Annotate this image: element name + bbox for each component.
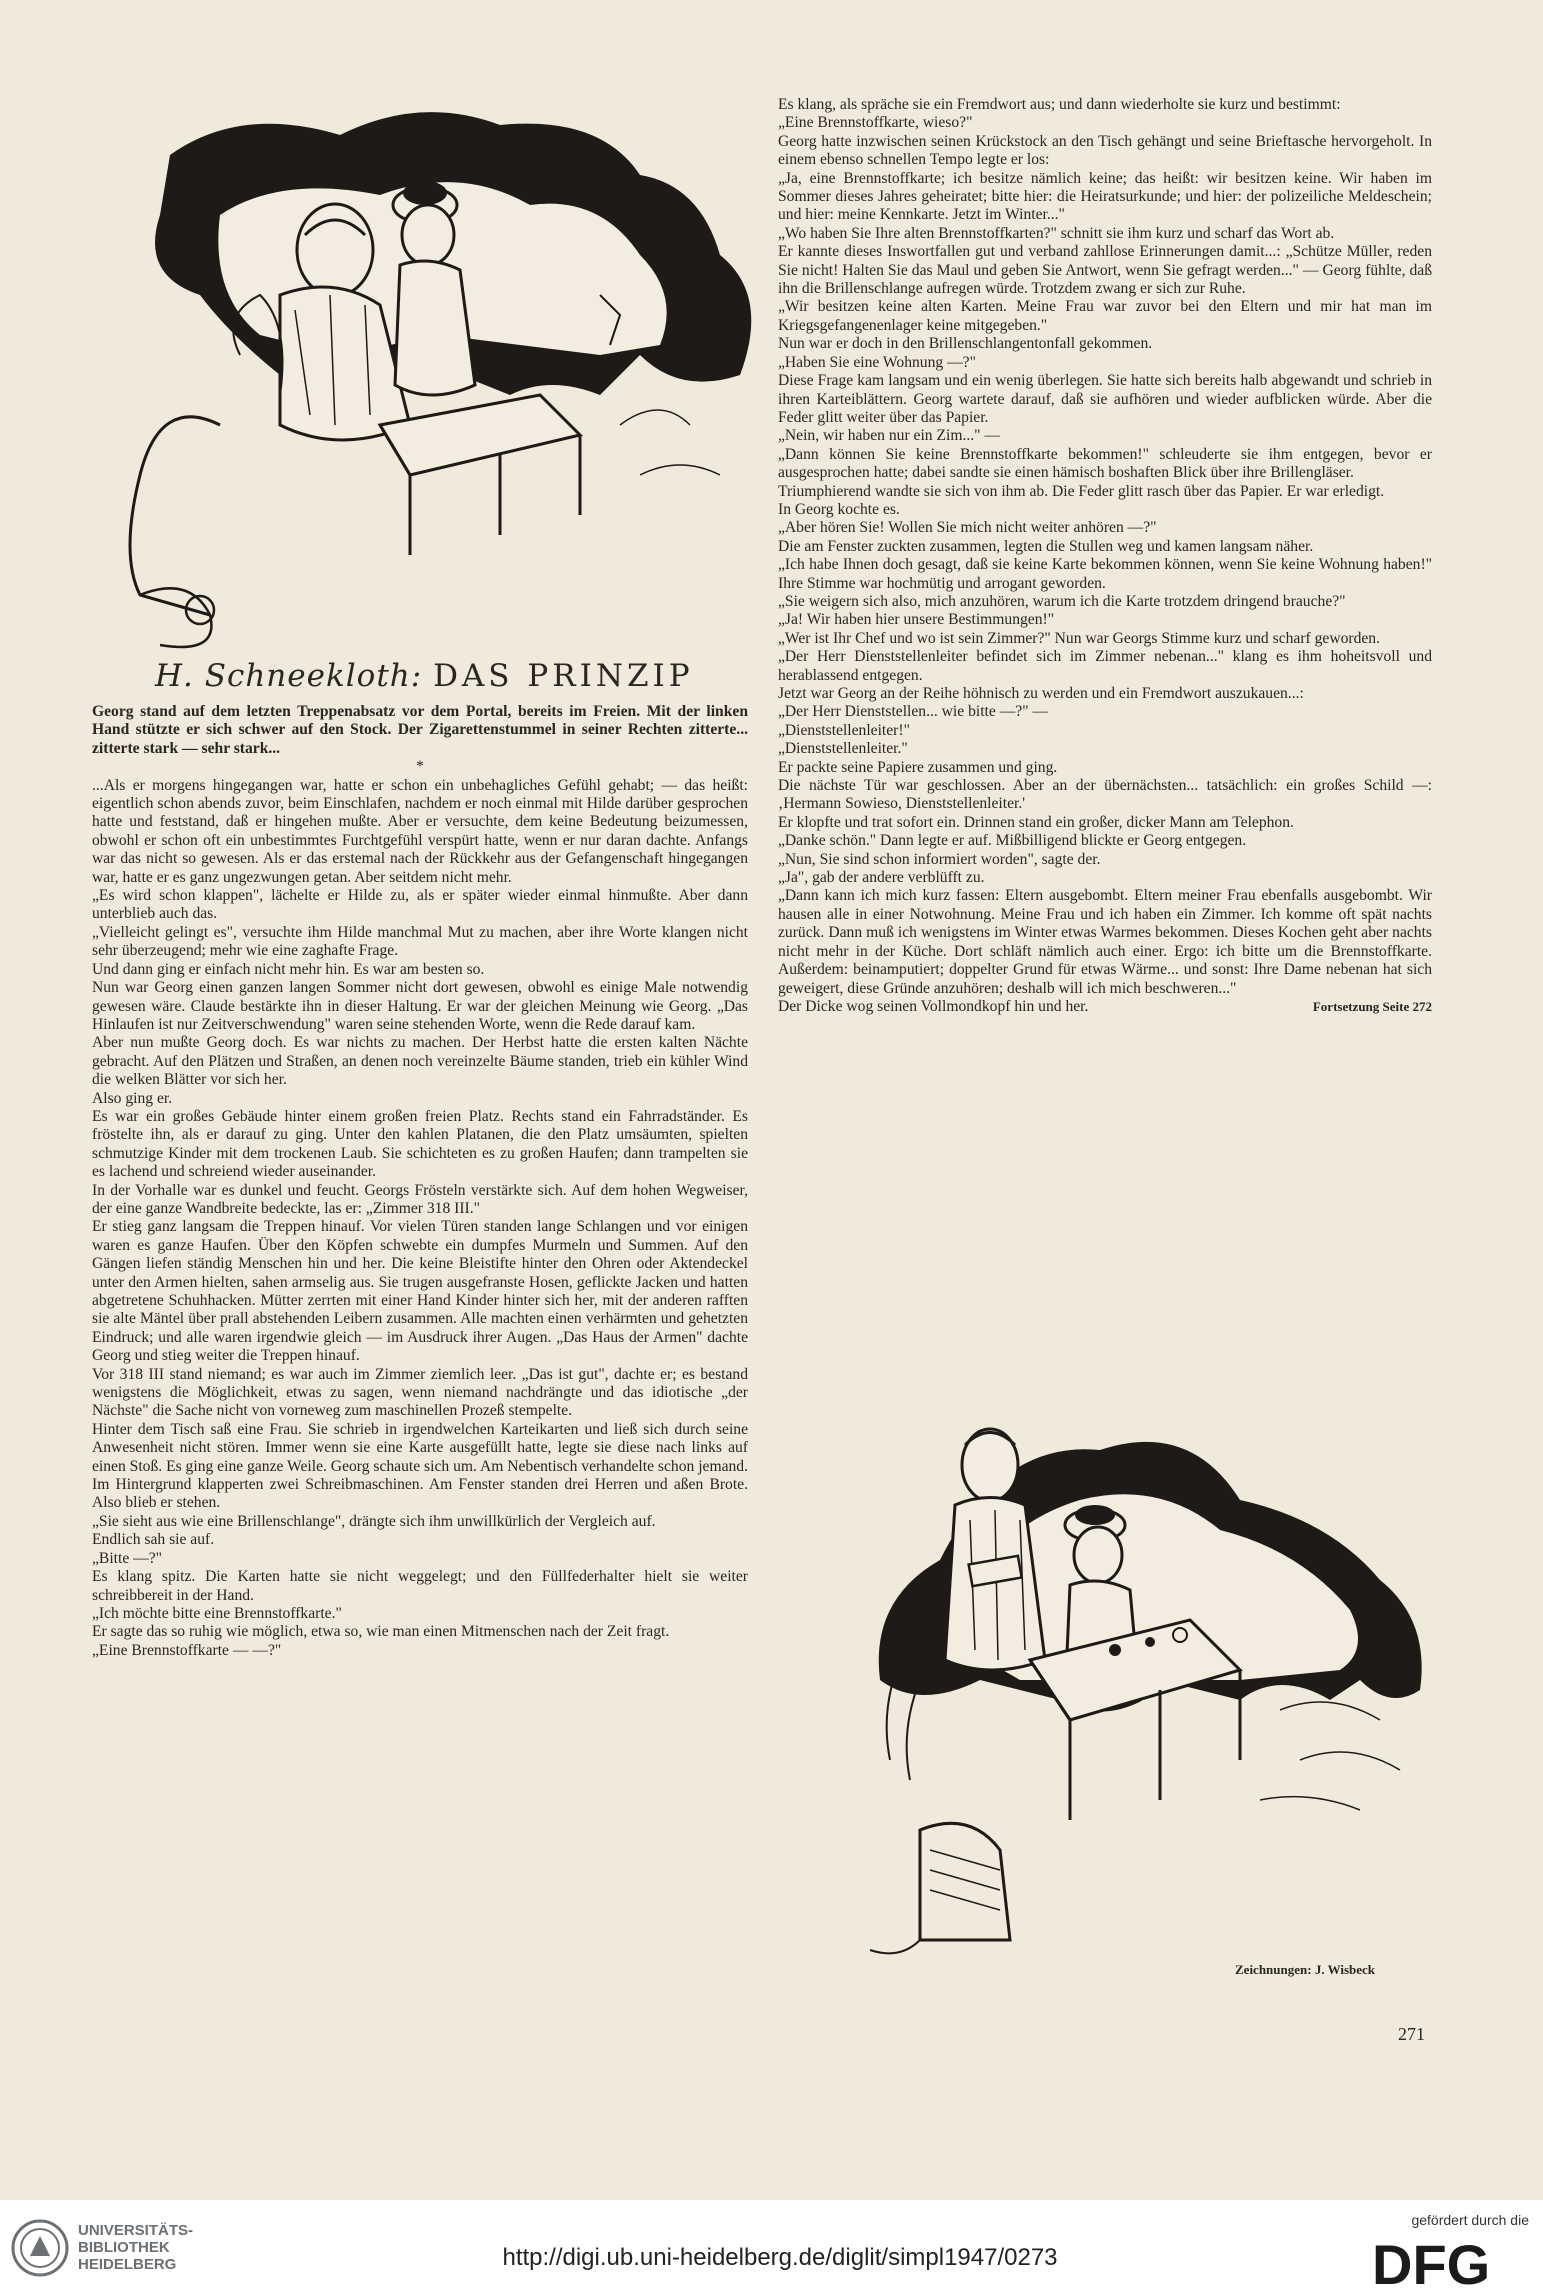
paragraph: Nun war er doch in den Brillenschlangentonfall gekommen. bbox=[778, 335, 1153, 353]
library-name-line: BIBLIOTHEK bbox=[78, 2239, 170, 2256]
paragraph: „Vielleicht gelingt es", versuchte ihm Hilde manchmal Mut zu machen, aber ihre Worte klangen nicht sehr überzeugend; mehr wie eine zaghafte Frage. bbox=[92, 923, 748, 960]
paragraph: „Nein, wir haben nur ein Zim..." — bbox=[778, 427, 1001, 445]
paragraph: „Ich möchte bitte eine Brennstoffkarte." bbox=[92, 1604, 342, 1622]
dfg-logo-icon bbox=[1372, 2238, 1532, 2290]
paragraph: „Sie weigern sich also, mich anzuhören, warum ich die Karte trotzdem dringend brauche?" bbox=[778, 592, 1346, 610]
dfg-logo-text: DFG bbox=[1372, 2238, 1491, 2290]
paragraph: „Haben Sie eine Wohnung —?" bbox=[778, 353, 976, 371]
paragraph: „Der Herr Dienststellen... wie bitte —?" — bbox=[778, 703, 1049, 721]
paragraph: Also ging er. bbox=[92, 1089, 173, 1107]
illustration-office-scene-bottom bbox=[860, 1380, 1450, 1980]
paragraph: „Wer ist Ihr Chef und wo ist sein Zimmer?" Nun war Georgs Stimme kurz und scharf geworden. bbox=[778, 629, 1381, 647]
right-text-column bbox=[778, 96, 1432, 1016]
source-url-link[interactable]: http://digi.ub.uni-heidelberg.de/diglit/simpl1947/0273 bbox=[502, 2244, 1058, 2271]
paragraph: „Dienststellenleiter!" bbox=[778, 721, 910, 739]
paragraph: „Ja", gab der andere verblüfft zu. bbox=[778, 869, 985, 887]
illustration-credit: Zeichnungen: J. Wisbeck bbox=[1235, 1962, 1376, 1977]
paragraph: „Aber hören Sie! Wollen Sie mich nicht weiter anhören —?" bbox=[778, 519, 1157, 537]
paragraph: „Eine Brennstoffkarte — —?" bbox=[92, 1641, 282, 1659]
paragraph: Georg hatte inzwischen seinen Krückstock an den Tisch gehängt und seine Brieftasche hervorgeholt. In einem ebenso schnellen Tempo legte er los: bbox=[778, 132, 1432, 169]
paragraph: „Der Herr Dienststellenleiter befindet sich im Zimmer nebenan..." klang es ihm hoheitsvoll und herablassend entgegen. bbox=[778, 648, 1432, 684]
page-number: 271 bbox=[1398, 2024, 1425, 2044]
paragraph: Er klopfte und trat sofort ein. Drinnen stand ein großer, dicker Mann am Telephon. bbox=[778, 813, 1294, 831]
paragraph: „Dann können Sie keine Brennstoffkarte bekommen!" schleuderte sie ihm entgegen, bevor er ausgesprochen hatte; dabei sandte sie einen hämisch boshaften Blick über ihre Brillengläser. bbox=[778, 445, 1432, 482]
sponsor-caption: gefördert durch die bbox=[1411, 2212, 1529, 2228]
paragraph: Triumphierend wandte sie sich von ihm ab. Die Feder glitt rasch über das Papier. Er war erledigt. bbox=[778, 482, 1385, 500]
paragraph: Jetzt war Georg an der Reihe höhnisch zu werden und ein Fremdwort auszukauen...: bbox=[778, 685, 1304, 702]
paragraph: „Bitte —?" bbox=[92, 1549, 163, 1567]
section-separator: * bbox=[416, 758, 424, 776]
university-seal-icon bbox=[10, 2218, 70, 2278]
article-author: H. Schneekloth: bbox=[155, 658, 423, 694]
paragraph: „Es wird schon klappen", lächelte er Hilde zu, als er später wieder einmal hinmußte. Aber dann unterblieb auch das. bbox=[92, 887, 748, 923]
paragraph: „Ja, eine Brennstoffkarte; ich besitze nämlich keine; das heißt: wir besitzen keine. Wir haben im Sommer dieses Jahres geheiratet; bitte hier: die Heiratsurkunde; und hier: der polizeiliche Meldeschein; und hier: meine Kennkarte. Jetzt im Winter..." bbox=[778, 169, 1432, 224]
last-line-row bbox=[778, 998, 1432, 1016]
library-name-line: UNIVERSITÄTS- bbox=[78, 2222, 194, 2239]
paragraph: Hinter dem Tisch saß eine Frau. Sie schrieb in irgendwelchen Karteikarten und ließ sich durch seine Anwesenheit nicht stören. Immer wenn sie eine Karte ausgefüllt hatte, legte sie diese nach links auf einen Stoß. Es ging eine ganze Weile. Georg schaute sich um. Am Nebentisch verhandelte schon jemand. Im Hintergrund klapperten zwei Schreibmaschinen. Am Fenster standen drei Herren und aßen Brote. Also blieb er stehen. bbox=[92, 1420, 748, 1512]
paragraph: „Nun, Sie sind schon informiert worden", sagte der. bbox=[778, 850, 1101, 868]
left-text-column bbox=[92, 703, 748, 1660]
paragraph: Aber nun mußte Georg doch. Es war nichts zu machen. Der Herbst hatte die ersten kalten Nächte gebracht. Auf den Plätzen und Straßen, an denen noch vereinzelte Bäume standen, trieb ein kühler Wind die welken Blätter vor sich her. bbox=[92, 1034, 748, 1089]
paragraph: Die nächste Tür war geschlossen. Aber an der übernächsten... tatsächlich: ein großes Schild —: ‚Hermann Sowieso, Dienststellenleiter.' bbox=[778, 777, 1432, 813]
paragraph: Es klang spitz. Die Karten hatte sie nicht weggelegt; und den Füllfederhalter hielt sie weiter schreibbereit in der Hand. bbox=[92, 1568, 748, 1604]
continuation-note: Fortsetzung Seite 272 bbox=[1312, 998, 1432, 1014]
paragraph: Vor 318 III stand niemand; es war auch im Zimmer ziemlich leer. „Das ist gut", dachte er; es bestand wenigstens die Möglichkeit, etwas zu sagen, wenn niemand nachdrängte und das idiotische „der Nächste" die Sache nicht von vorneweg zum maschinellen Prozeß stempelte. bbox=[92, 1365, 748, 1420]
paragraph: „Dann kann ich mich kurz fassen: Eltern ausgebombt. Eltern meiner Frau ebenfalls ausgebombt. Wir hausen alle in einer Notwohnung. Meine Frau und ich haben ein Zimmer. Ich komme oft spät nachts zurück. Dann muß ich wenigstens im Winter etwas Warmes bekommen. Dieses Kochen geht aber nachts nicht mehr in der Küche. Dort schläft nämlich auch einer. Ergo: ich bitte um die Brennstoffkarte. Außerdem: beinamputiert; doppelter Grund für etwas Wärme... und sonst: Ihre Dame nebenan hat sich geweigert, diese Gründe anzuhören; deshalb will ich mich beschweren..." bbox=[778, 887, 1432, 997]
paragraph: Diese Frage kam langsam und ein wenig überlegen. Sie hatte sich bereits halb abgewandt und schrieb in ihren Karteiblättern. Georg wartete darauf, daß sie aufhören und wieder aufblicken würde. Aber die Feder glitt weiter über das Papier. bbox=[778, 372, 1432, 426]
article-title: DAS PRINZIP bbox=[433, 658, 694, 694]
paragraph: Der Dicke wog seinen Vollmondkopf hin und her. bbox=[778, 997, 1089, 1015]
article-heading bbox=[155, 658, 755, 694]
paragraph: „Ja! Wir haben hier unsere Bestimmungen!" bbox=[778, 611, 1055, 629]
paragraph: „Eine Brennstoffkarte, wieso?" bbox=[778, 114, 973, 132]
illustration-office-scene-top bbox=[80, 95, 770, 655]
viewer-footer bbox=[0, 2200, 1543, 2296]
paragraph: „Wir besitzen keine alten Karten. Meine Frau war zuvor bei den Eltern und mir hat man im Kriegsgefangenenlager keine mitgegeben." bbox=[778, 298, 1432, 334]
paragraph: Und dann ging er einfach nicht mehr hin. Es war am besten so. bbox=[92, 960, 485, 978]
paragraph: Endlich sah sie auf. bbox=[92, 1531, 215, 1549]
paragraph: Georg stand auf dem letzten Treppenabsatz vor dem Portal, bereits im Freien. Mit der linken Hand stützte er sich schwer auf den Stock. Der Zigarettenstummel in seiner Rechten zitterte... zitterte stark — sehr stark... bbox=[92, 703, 748, 757]
paragraph: Er sagte das so ruhig wie möglich, etwa so, wie man einen Mitmenschen nach der Zeit fragt. bbox=[92, 1623, 670, 1641]
library-name bbox=[78, 2222, 193, 2273]
paragraph: In der Vorhalle war es dunkel und feucht. Georgs Frösteln verstärkte sich. Auf dem hohen Wegweiser, der eine ganze Wandbreite bedeckte, las er: „Zimmer 318 III." bbox=[92, 1181, 748, 1217]
paragraph: Er stieg ganz langsam die Treppen hinauf. Vor vielen Türen standen lange Schlangen und vor einigen waren es ganze Haufen. Über den Köpfen schwebte ein dumpfes Murmeln und Summen. Auf den Gängen liefen ständig Menschen hin und her. Die keine Bleistifte hinter den Ohren oder Aktendeckel unter den Armen hielten, sahen armselig aus. Sie trugen ausgefranste Hosen, geflickte Jacken und hatten abgetretene Schuhhacken. Mütter zerrten mit einer Hand Kinder hinter sich her, mit der anderen rafften sie alte Mäntel über prall abstehenden Leibern zusammen. Alle machten einen verhärmten und gehetzten Eindruck; und alle waren irgendwie gleich — im Ausdruck ihrer Augen. „Das Haus der Armen" dachte Georg und stieg weiter die Treppen hinauf. bbox=[92, 1218, 748, 1365]
paragraph: „Dienststellenleiter." bbox=[778, 740, 908, 758]
paragraph: Er kannte dieses Inswortfallen gut und verband zahllose Erinnerungen damit...: „Schütze Müller, reden Sie nicht! Halten Sie das Maul und geben Sie Antwort, wenn Sie gefragt werden..." — Georg fühlte, daß ihn die Brillenschlange aufregen würde. Trotzdem zwang er sich zur Ruhe. bbox=[778, 243, 1432, 298]
paragraph: „Ich habe Ihnen doch gesagt, daß sie keine Karte bekommen können, wenn Sie keine Wohnung haben!" Ihre Stimme war hochmütig und arrogant geworden. bbox=[778, 556, 1432, 592]
library-name-line: HEIDELBERG bbox=[78, 2256, 177, 2273]
paragraph: Es klang, als spräche sie ein Fremdwort aus; und dann wiederholte sie kurz und bestimmt: bbox=[778, 96, 1341, 113]
paragraph: Die am Fenster zuckten zusammen, legten die Stullen weg und kamen langsam näher. bbox=[778, 537, 1314, 555]
paragraph: ...Als er morgens hingegangen war, hatte er schon ein unbehagliches Gefühl gehabt; — das heißt: eigentlich schon abends zuvor, beim Einschlafen, nachdem er noch einmal mit Hilde darüber gesprochen hatte und feststand, daß er hingehen mußte. Aber er versuchte, dem keine Bedeutung beizumessen, obwohl er schon oft ein unbestimmtes Furchtgefühl verspürt hatte, wenn er nur daran dachte. Anfangs war das nicht so gewesen. Als er das erstemal nach der Rückkehr aus der Gefangenschaft hingegangen war, hatte er es ganz ungezwungen getan. Aber seitdem nicht mehr. bbox=[92, 776, 748, 886]
paragraph: „Wo haben Sie Ihre alten Brennstoffkarten?" schnitt sie ihm kurz und scharf das Wort ab. bbox=[778, 224, 1335, 242]
paragraph: „Sie sieht aus wie eine Brillenschlange", drängte sich ihm unwillkürlich der Vergleich auf. bbox=[92, 1512, 656, 1530]
paragraph: Nun war Georg einen ganzen langen Sommer nicht dort gewesen, obwohl es einige Male notwendig gewesen wäre. Claude bestärkte ihn in dieser Haltung. Er war der gleichen Meinung wie Georg. „Das Hinlaufen ist nur Zeitverschwendung" waren seine stehenden Worte, wenn die Rede darauf kam. bbox=[92, 979, 748, 1033]
paragraph: In Georg kochte es. bbox=[778, 500, 900, 518]
paragraph: Es war ein großes Gebäude hinter einem großen freien Platz. Rechts stand ein Fahrradständer. Es fröstelte ihn, als er darauf zu ging. Unter den kahlen Platanen, die den Platz umsäumten, spielten schmutzige Kinder mit dem trockenen Laub. Sie schichteten es zu großen Haufen; dann trampelten sie es lachend und schreiend wieder auseinander. bbox=[92, 1107, 748, 1181]
paragraph: Er packte seine Papiere zusammen und ging. bbox=[778, 758, 1058, 776]
paragraph: „Danke schön." Dann legte er auf. Mißbilligend blickte er Georg entgegen. bbox=[778, 832, 1247, 850]
